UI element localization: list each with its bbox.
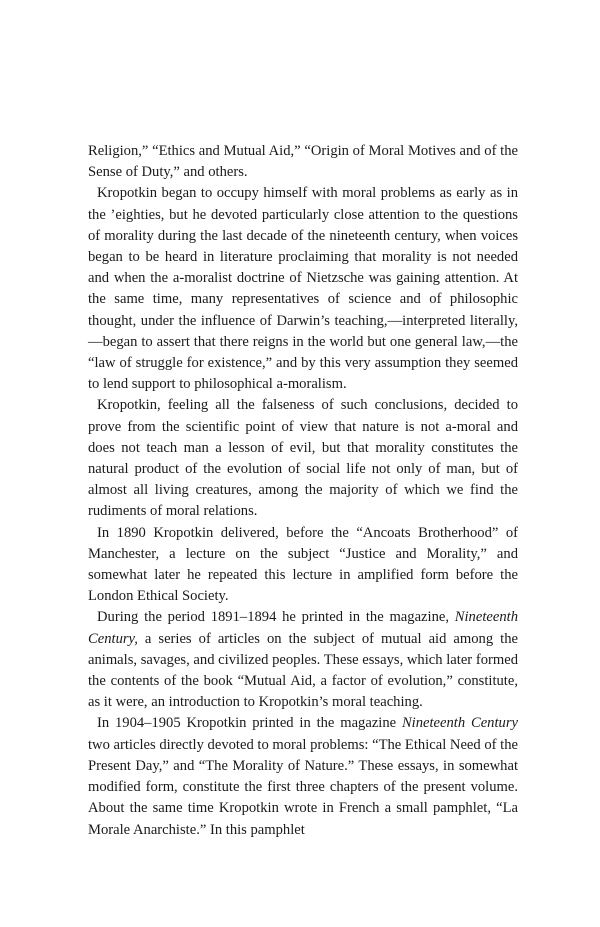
italic-title: Nineteenth Century — [401, 715, 518, 732]
book-page-body — [88, 141, 518, 841]
text-run: a series of articles on the subject of mutual aid among the animals, savages, and civilized peoples. These essays, which later formed the contents of the book “Mutual Aid, a factor of evolution,” constitute, as it were, an introduction to Kropotkin’s moral teaching. — [88, 630, 518, 711]
text-run: Kropotkin began to occupy himself with moral problems as early as in the ’eighties, but he devoted particularly close attention to the questions of morality during the last decade of the nineteenth century, when voices began to be heard in literature proclaiming that morality is not needed and when the a-moralist doctrine of Nietzsche was gaining attention. At the same time, many representatives of science and of philosophic thought, under the influence of Darwin’s teaching,—interpreted literally,—began to assert that there reigns in the world but one general law,—the “law of struggle for existence,” and by this very assumption they seemed to lend support to philosophical a-moralism. — [88, 185, 518, 393]
paragraph — [88, 523, 518, 608]
text-run: During the period 1891–1894 he printed in the magazine, — [97, 609, 455, 626]
paragraph — [88, 395, 518, 522]
text-run: Kropotkin, feeling all the falseness of such conclusions, decided to prove from the scientific point of view that nature is not a-moral and does not teach man a lesson of evil, but that morality constitutes the natural product of the evolution of social life not only of man, but of almost all living creatures, among the majority of which we find the rudiments of moral relations. — [88, 397, 518, 520]
text-run: In 1890 Kropotkin delivered, before the “Ancoats Brotherhood” of Manchester, a lecture on the subject “Justice and Morality,” and somewhat later he repeated this lecture in amplified form before the London Ethical Society. — [88, 524, 518, 605]
paragraph — [88, 183, 518, 395]
paragraph — [88, 141, 518, 183]
paragraph — [88, 607, 518, 713]
italic-title: Nineteenth Century, — [88, 609, 518, 647]
text-run: In 1904–1905 Kropotkin printed in the magazine — [97, 715, 402, 732]
text-run: two articles directly devoted to moral problems: “The Ethical Need of the Present Day,” and “The Morality of Nature.” These essays, in somewhat modified form, constitute the first three chapters of the present volume. About the same time Kropotkin wrote in French a small pamphlet, “La Morale Anarchiste.” In this pamphlet — [88, 736, 518, 838]
paragraph — [88, 713, 518, 840]
text-run: Religion,” “Ethics and Mutual Aid,” “Origin of Moral Motives and of the Sense of Duty,” and others. — [88, 143, 518, 181]
